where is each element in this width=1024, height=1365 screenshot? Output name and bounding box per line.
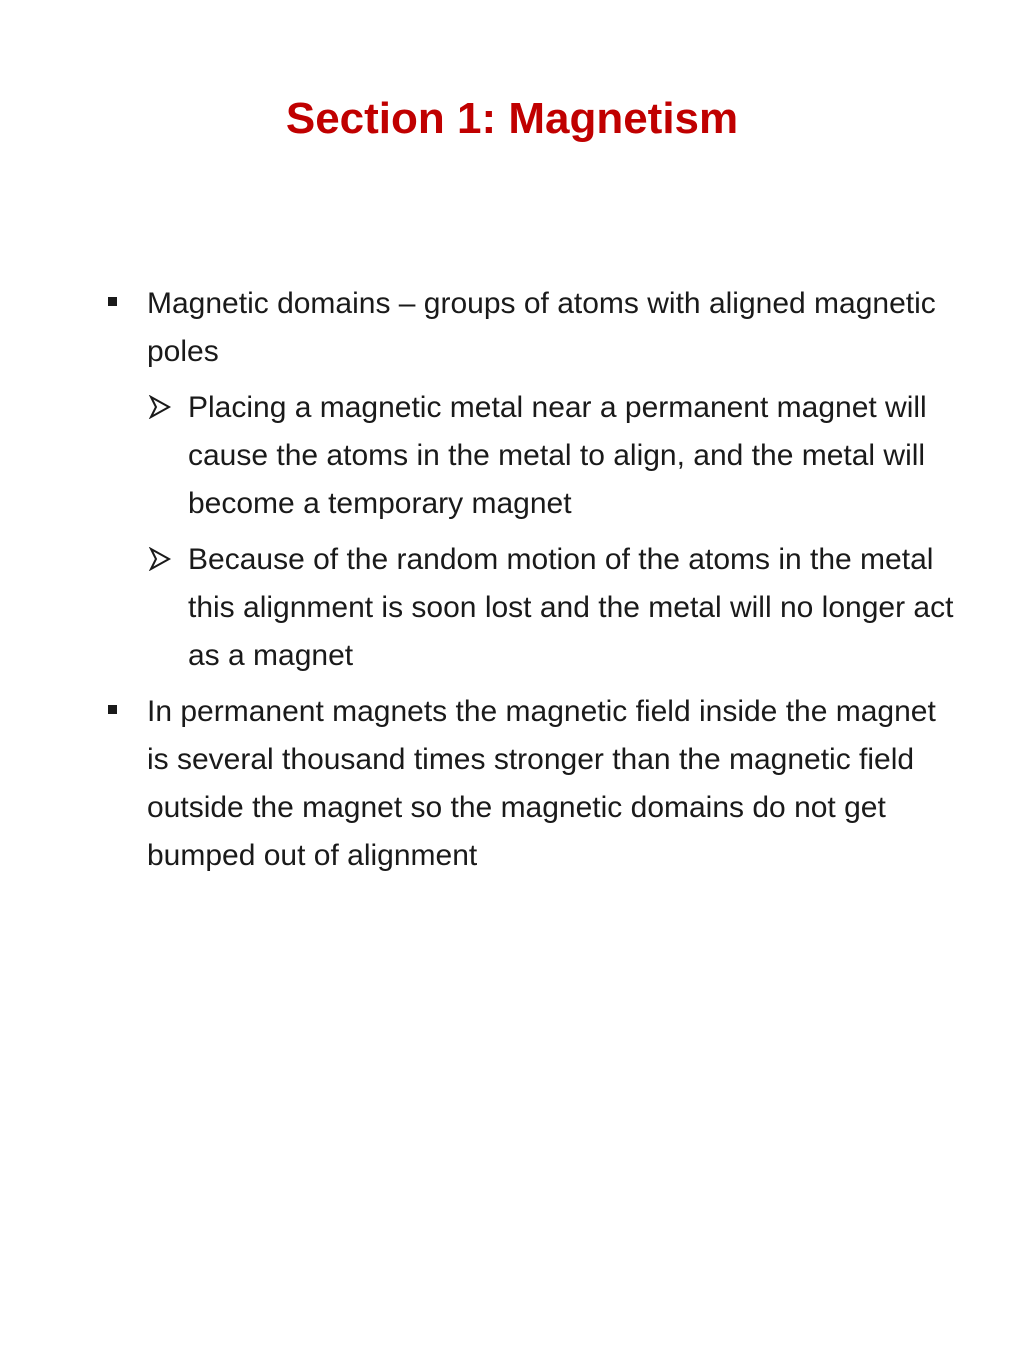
sub-bullet-text: Placing a magnetic metal near a permanent magnet will cause the atoms in the metal to align, and the metal will become a temporary magnet <box>188 391 927 520</box>
square-bullet-icon <box>108 705 117 714</box>
page-title: Section 1: Magnetism <box>285 94 739 143</box>
sub-list-item <box>0 384 1024 528</box>
square-bullet-icon <box>108 297 117 306</box>
bullet-list <box>0 280 1024 880</box>
sub-list-item <box>0 536 1024 680</box>
sub-bullet-text: Because of the random motion of the atoms in the metal this alignment is soon lost and the metal will no longer act as a magnet <box>188 543 954 672</box>
bullet-text: Magnetic domains – groups of atoms with aligned magnetic poles <box>147 287 936 368</box>
arrow-bullet-icon <box>148 547 172 571</box>
bullet-text: In permanent magnets the magnetic field inside the magnet is several thousand times stronger than the magnetic field outside the magnet so the magnetic domains do not get bumped out of alignment <box>147 695 936 872</box>
list-item <box>0 280 1024 376</box>
arrow-bullet-icon <box>148 395 172 419</box>
list-item <box>0 688 1024 880</box>
